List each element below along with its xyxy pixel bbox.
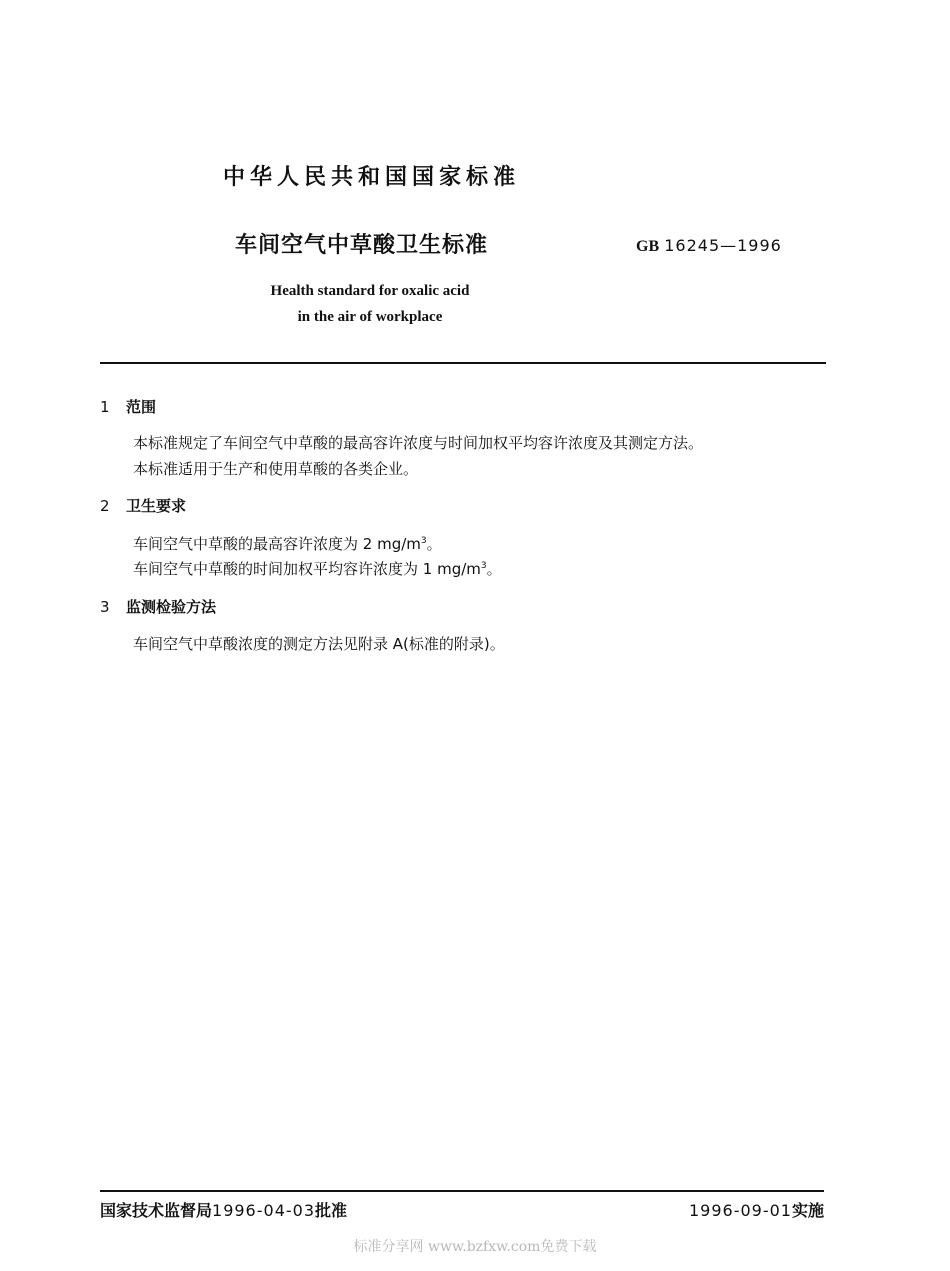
period: 。 — [486, 560, 502, 578]
standard-code: 16245—1996 — [664, 236, 782, 255]
section-2-heading — [100, 495, 186, 516]
section-title: 卫生要求 — [126, 497, 187, 515]
section-2-paragraph-2 — [133, 558, 502, 579]
section-1-heading — [100, 396, 156, 417]
footer-divider — [100, 1190, 824, 1192]
section-number: 1 — [100, 398, 110, 416]
issue-label: 批准 — [315, 1201, 348, 1220]
issue-date: 1996-04-03 — [212, 1201, 315, 1220]
implement-date: 1996-09-01 — [689, 1201, 792, 1220]
section-title: 监测检验方法 — [126, 598, 217, 616]
implement-label: 实施 — [791, 1201, 824, 1220]
title-en-line-2: in the air of workplace — [297, 309, 443, 325]
superscript: 3 — [420, 536, 427, 546]
period: 。 — [426, 535, 442, 553]
issuer: 国家技术监督局 — [100, 1201, 213, 1220]
national-standard-heading: 中华人民共和国国家标准 — [223, 165, 521, 190]
twa-concentration-text: 车间空气中草酸的时间加权平均容许浓度为 1 mg/m — [133, 560, 481, 578]
section-3-heading — [100, 596, 216, 617]
section-3-paragraph-1: 车间空气中草酸浓度的测定方法见附录 A(标准的附录)。 — [133, 635, 505, 653]
section-number: 2 — [100, 497, 110, 515]
section-number: 3 — [100, 598, 110, 616]
standard-title-en — [230, 278, 510, 330]
issue-info — [100, 1198, 347, 1221]
standard-title-cn: 车间空气中草酸卫生标准 — [235, 233, 489, 258]
section-1-paragraph-2: 本标准适用于生产和使用草酸的各类企业。 — [133, 460, 419, 478]
superscript: 3 — [480, 561, 487, 571]
section-title: 范围 — [126, 398, 157, 416]
section-1-paragraph-1: 本标准规定了车间空气中草酸的最高容许浓度与时间加权平均容许浓度及其测定方法。 — [133, 434, 704, 452]
implement-info — [689, 1198, 824, 1221]
title-en-line-1: Health standard for oxalic acid — [270, 283, 470, 299]
standard-prefix: GB — [636, 238, 660, 255]
standard-number — [636, 236, 782, 256]
max-concentration-text: 车间空气中草酸的最高容许浓度为 2 mg/m — [133, 535, 421, 553]
watermark: 标准分享网 www.bzfxw.com免费下载 — [353, 1239, 597, 1255]
section-2-paragraph-1 — [133, 533, 442, 554]
header-divider — [100, 362, 826, 364]
